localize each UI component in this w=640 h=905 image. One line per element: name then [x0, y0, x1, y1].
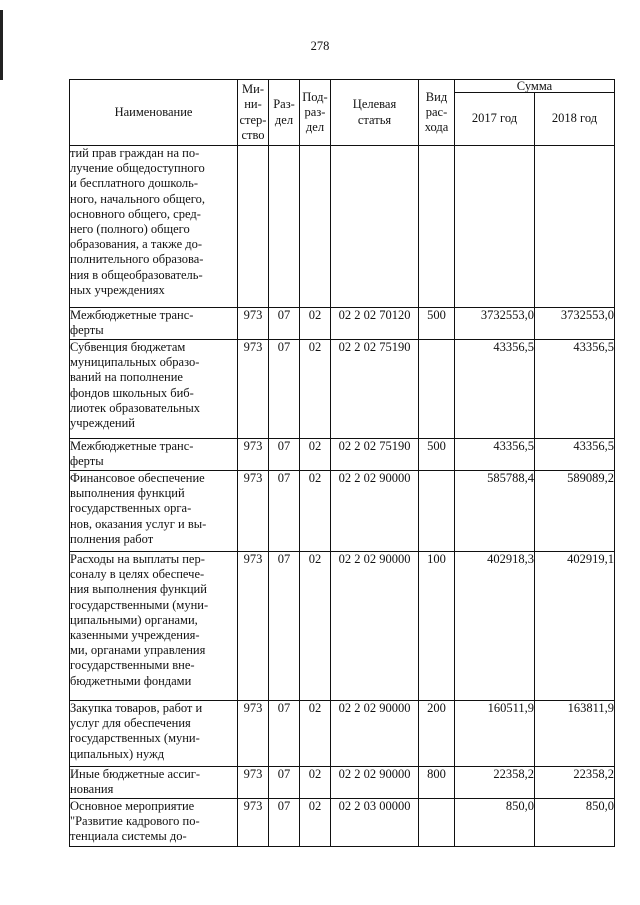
row-expense-type — [419, 340, 455, 439]
row-ministry: 973 — [238, 552, 269, 701]
header-year-2017: 2017 год — [455, 93, 535, 146]
row-sum-2018: 43356,5 — [535, 340, 615, 439]
row-ministry: 973 — [238, 799, 269, 847]
header-subsection: Под- раз- дел — [300, 80, 331, 146]
row-section: 07 — [269, 340, 300, 439]
row-sum-2018: 163811,9 — [535, 701, 615, 767]
row-sum-2017: 3732553,0 — [455, 308, 535, 340]
row-target: 02 2 02 75190 — [331, 439, 419, 471]
row-name: тий прав граждан на по- лучение общедоступного и бесплатного дошколь- ного, начального общего, основного общего, сред- него (полного) общего образования, а также до- полнительного образова- ния в общеобразователь- ных учреждениях — [70, 146, 238, 308]
header-year-2018: 2018 год — [535, 93, 615, 146]
row-name: Финансовое обеспечение выполнения функций государственных орга- нов, оказания услуг и вы- полнения работ — [70, 471, 238, 552]
row-section: 07 — [269, 471, 300, 552]
row-ministry: 973 — [238, 701, 269, 767]
row-ministry: 973 — [238, 308, 269, 340]
table-row — [70, 767, 615, 799]
row-name: Иные бюджетные ассиг- нования — [70, 767, 238, 799]
row-sum-2017: 585788,4 — [455, 471, 535, 552]
header-ministry: Ми- ни- стер- ство — [238, 80, 269, 146]
row-target: 02 2 02 90000 — [331, 701, 419, 767]
row-subsection: 02 — [300, 439, 331, 471]
table-row — [70, 552, 615, 701]
row-name: Межбюджетные транс- ферты — [70, 308, 238, 340]
row-expense-type: 100 — [419, 552, 455, 701]
row-ministry: 973 — [238, 767, 269, 799]
row-name: Субвенция бюджетам муниципальных образо- ваний на пополнение фондов школьных биб- лиотек образовательных учреждений — [70, 340, 238, 439]
row-name: Расходы на выплаты пер- соналу в целях обеспече- ния выполнения функций государственными (муни- ципальными) органами, казенными учреждения- ми, органами управления государственными вне- бюджетными фондами — [70, 552, 238, 701]
header-sum: Сумма — [455, 80, 615, 93]
row-section: 07 — [269, 701, 300, 767]
table-row — [70, 701, 615, 767]
row-sum-2017: 43356,5 — [455, 439, 535, 471]
row-section: 07 — [269, 308, 300, 340]
row-expense-type: 500 — [419, 308, 455, 340]
row-target: 02 2 02 70120 — [331, 308, 419, 340]
table-row — [70, 439, 615, 471]
row-target: 02 2 02 90000 — [331, 767, 419, 799]
row-name: Межбюджетные транс- ферты — [70, 439, 238, 471]
row-subsection: 02 — [300, 767, 331, 799]
header-expense-type: Вид рас- хода — [419, 80, 455, 146]
row-target: 02 2 03 00000 — [331, 799, 419, 847]
header-name: Наименование — [70, 80, 238, 146]
row-expense-type — [419, 146, 455, 308]
row-sum-2017: 160511,9 — [455, 701, 535, 767]
row-subsection: 02 — [300, 471, 331, 552]
header-target: Целевая статья — [331, 80, 419, 146]
row-subsection: 02 — [300, 308, 331, 340]
row-section: 07 — [269, 799, 300, 847]
row-ministry: 973 — [238, 471, 269, 552]
row-sum-2018: 589089,2 — [535, 471, 615, 552]
table-row — [70, 471, 615, 552]
row-target: 02 2 02 90000 — [331, 552, 419, 701]
row-name: Основное мероприятие "Развитие кадрового по- тенциала системы до- — [70, 799, 238, 847]
row-section: 07 — [269, 552, 300, 701]
row-sum-2017: 22358,2 — [455, 767, 535, 799]
row-section: 07 — [269, 767, 300, 799]
row-subsection — [300, 146, 331, 308]
table-row — [70, 308, 615, 340]
row-sum-2017: 850,0 — [455, 799, 535, 847]
row-section — [269, 146, 300, 308]
row-section: 07 — [269, 439, 300, 471]
row-subsection: 02 — [300, 552, 331, 701]
row-expense-type: 200 — [419, 701, 455, 767]
row-sum-2018: 3732553,0 — [535, 308, 615, 340]
row-sum-2017: 43356,5 — [455, 340, 535, 439]
row-ministry: 973 — [238, 439, 269, 471]
table-row — [70, 799, 615, 847]
row-target: 02 2 02 75190 — [331, 340, 419, 439]
row-expense-type — [419, 471, 455, 552]
table-row — [70, 340, 615, 439]
row-sum-2018: 43356,5 — [535, 439, 615, 471]
row-sum-2018 — [535, 146, 615, 308]
row-subsection: 02 — [300, 799, 331, 847]
row-expense-type: 800 — [419, 767, 455, 799]
row-sum-2018: 22358,2 — [535, 767, 615, 799]
row-target — [331, 146, 419, 308]
row-sum-2017 — [455, 146, 535, 308]
row-expense-type: 500 — [419, 439, 455, 471]
table-row — [70, 146, 615, 308]
row-sum-2018: 850,0 — [535, 799, 615, 847]
row-target: 02 2 02 90000 — [331, 471, 419, 552]
page-number: 278 — [310, 39, 330, 53]
row-ministry — [238, 146, 269, 308]
row-expense-type — [419, 799, 455, 847]
header-section: Раз- дел — [269, 80, 300, 146]
row-name: Закупка товаров, работ и услуг для обеспечения государственных (муни- ципальных) нужд — [70, 701, 238, 767]
row-sum-2017: 402918,3 — [455, 552, 535, 701]
row-ministry: 973 — [238, 340, 269, 439]
budget-table — [69, 79, 615, 847]
row-subsection: 02 — [300, 701, 331, 767]
row-sum-2018: 402919,1 — [535, 552, 615, 701]
row-subsection: 02 — [300, 340, 331, 439]
